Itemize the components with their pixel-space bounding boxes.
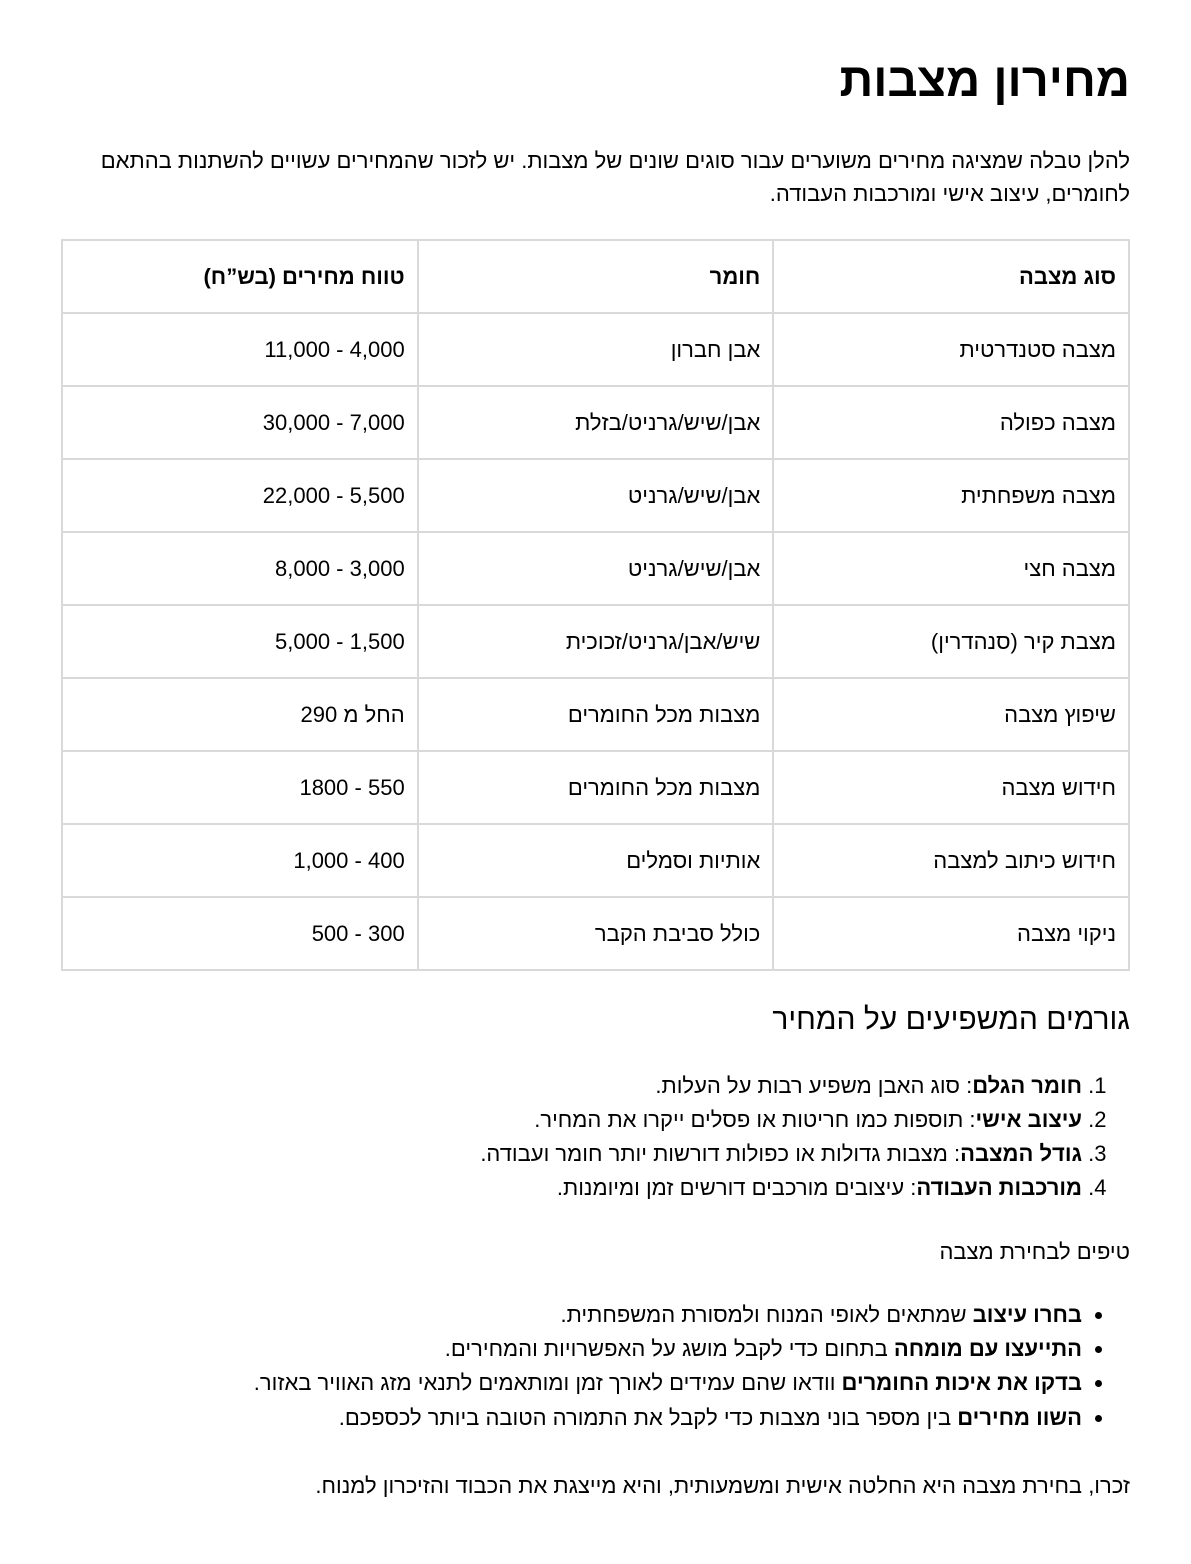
column-header-material: חומר [418, 240, 774, 313]
factor-desc: תוספות כמו חריטות או פסלים ייקרו את המחיר. [534, 1106, 964, 1132]
cell-material: שיש/אבן/גרניט/זכוכית [418, 605, 774, 678]
section-heading-factors: גורמים המשפיעים על המחיר [772, 1003, 1130, 1037]
factor-term: עיצוב אישי [975, 1106, 1082, 1132]
tip-lead: בחרו עיצוב [972, 1302, 1082, 1328]
cell-type: מצבה סטנדרטית [773, 313, 1129, 386]
table-row [62, 313, 1129, 386]
intro-paragraph: להלן טבלה שמציגה מחירים משוערים עבור סוגים שונים של מצבות. יש לזכור שהמחירים עשויים להשתנות בהתאם לחומרים, עיצוב אישי ומורכבות העבודה. [100, 148, 1130, 207]
list-item [61, 1332, 1082, 1366]
tip-lead: בדקו את איכות החומרים [841, 1370, 1082, 1396]
factor-term: מורכבות העבודה [916, 1175, 1082, 1201]
cell-price: 550 - 1800 [62, 751, 418, 824]
cell-price: 300 - 500 [62, 897, 418, 970]
table-row [62, 824, 1129, 897]
factor-desc: סוג האבן משפיע רבות על העלות. [655, 1072, 960, 1098]
tip-lead: התייעצו עם מומחה [893, 1336, 1082, 1362]
tip-lead: השוו מחירים [957, 1404, 1082, 1430]
cell-price: 5,500 - 22,000 [62, 459, 418, 532]
column-header-price-range: טווח מחירים (בש”ח) [62, 240, 418, 313]
list-item [61, 1298, 1082, 1332]
factor-desc: עיצובים מורכבים דורשים זמן ומיומנות. [556, 1175, 905, 1201]
table-row [62, 751, 1129, 824]
separator: : [947, 1141, 961, 1167]
cell-material: מצבות מכל החומרים [418, 751, 774, 824]
table-row [62, 897, 1129, 970]
table-row [62, 386, 1129, 459]
cell-price: 3,000 - 8,000 [62, 532, 418, 605]
cell-type: מצבה משפחתית [773, 459, 1129, 532]
separator: : [963, 1106, 976, 1132]
tips-list [61, 1298, 1130, 1434]
factor-term: גודל המצבה [960, 1141, 1082, 1167]
table-row [62, 459, 1129, 532]
tips-heading: טיפים לבחירת מצבה [939, 1239, 1130, 1265]
cell-type: שיפוץ מצבה [773, 678, 1129, 751]
cell-type: מצבה כפולה [773, 386, 1129, 459]
tip-desc: וודאו שהם עמידים לאורך זמן ומותאמים לתנאי מזג האוויר באזור. [253, 1370, 836, 1396]
factor-term: חומר הגלם [972, 1072, 1082, 1098]
list-item [61, 1171, 1082, 1205]
price-table [61, 239, 1130, 971]
factor-desc: מצבות גדולות או כפולות דורשות יותר חומר ועבודה. [480, 1141, 948, 1167]
separator: : [960, 1072, 973, 1098]
table-header-row [62, 240, 1129, 313]
column-header-type: סוג מצבה [773, 240, 1129, 313]
page-title: מחירון מצבות [839, 53, 1130, 106]
cell-material: אבן/שיש/גרניט/בזלת [418, 386, 774, 459]
separator: : [904, 1175, 917, 1201]
list-item [61, 1401, 1082, 1435]
table-row [62, 532, 1129, 605]
cell-material: מצבות מכל החומרים [418, 678, 774, 751]
cell-price: 7,000 - 30,000 [62, 386, 418, 459]
cell-material: אותיות וסמלים [418, 824, 774, 897]
cell-material: כולל סביבת הקבר [418, 897, 774, 970]
tip-desc: בתחום כדי לקבל מושג על האפשרויות והמחירים. [444, 1336, 888, 1362]
cell-type: מצבה חצי [773, 532, 1129, 605]
table-row [62, 605, 1129, 678]
cell-type: ניקוי מצבה [773, 897, 1129, 970]
list-item [61, 1103, 1082, 1137]
cell-type: חידוש כיתוב למצבה [773, 824, 1129, 897]
cell-price: 400 - 1,000 [62, 824, 418, 897]
tip-desc: בין מספר בוני מצבות כדי לקבל את התמורה הטובה ביותר לכספכם. [338, 1404, 952, 1430]
table-row [62, 678, 1129, 751]
cell-price: החל מ 290 [62, 678, 418, 751]
list-item [61, 1366, 1082, 1400]
list-item [61, 1069, 1082, 1103]
cell-price: 4,000 - 11,000 [62, 313, 418, 386]
list-item [61, 1137, 1082, 1171]
cell-type: חידוש מצבה [773, 751, 1129, 824]
closing-paragraph: זכרו, בחירת מצבה היא החלטה אישית ומשמעותית, והיא מייצגת את הכבוד והזיכרון למנוח. [315, 1472, 1130, 1498]
tip-desc: שמתאים לאופי המנוח ולמסורת המשפחתית. [560, 1302, 967, 1328]
cell-type: מצבת קיר (סנהדרין) [773, 605, 1129, 678]
cell-material: אבן חברון [418, 313, 774, 386]
cell-material: אבן/שיש/גרניט [418, 532, 774, 605]
factors-list [61, 1069, 1130, 1205]
cell-material: אבן/שיש/גרניט [418, 459, 774, 532]
cell-price: 1,500 - 5,000 [62, 605, 418, 678]
